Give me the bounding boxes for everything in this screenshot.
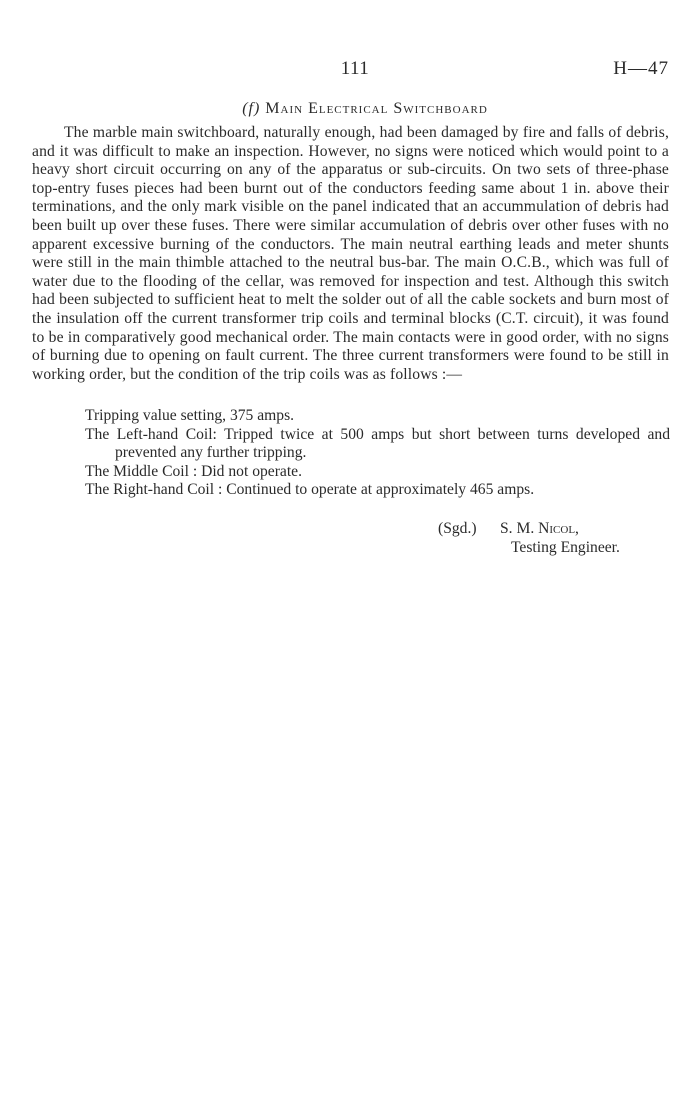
result-item: Tripping value setting, 375 amps. <box>85 407 295 424</box>
signed-mark: (Sgd.) <box>438 520 477 537</box>
trip-coil-results <box>85 407 670 500</box>
signature-line <box>438 520 620 539</box>
body-paragraph: The marble main switchboard, naturally enough, had been damaged by fire and falls of debris, and it was difficult to make an inspection. However, no signs were noticed which would point to a heavy short circuit occurring on any of the apparatus or sub-circuits. On two sets of three-phase top-entry fuses pieces had been burnt out of the conductors feeding same about 1 in. above their terminations, and the only mark visible on the panel indicated that an accummulation of debris had been built up over these fuses. There were similar accumulation of debris over other fuses with no apparent excessive burning of the conductors. The main neutral earthing leads and meter shunts were still in the main thimble attached to the neutral bus-bar. The main O.C.B., which was full of water due to the flooding of the cellar, was removed for inspection and test. Although this switch had been subjected to sufficient heat to melt the solder out of all the cable sockets and burn most of the insulation off the current transformer trip coils and terminal blocks (C.T. circuit), it was found to be in comparatively good mechanical order. The main contacts were in good order, with no signs of burning due to opening on fault current. The three current transformers were found to be still in working order, but the condition of the trip coils was as follows :— <box>32 124 669 383</box>
page-reference: H—47 <box>613 58 669 79</box>
result-item: The Middle Coil : Did not operate. <box>85 462 302 480</box>
signature-block <box>438 520 620 557</box>
signatory-name: S. M. Nicol, <box>500 520 579 537</box>
result-item: The Left-hand Coil: Tripped twice at 500 amps but short between turns developed and prevented any further tripping. <box>85 425 670 462</box>
result-item: The Right-hand Coil : Continued to operate at approximately 465 amps. <box>85 481 535 499</box>
section-title: Main Electrical Switchboard <box>265 100 488 117</box>
section-heading <box>60 100 670 118</box>
section-label: (f) <box>242 100 261 117</box>
signatory-title: Testing Engineer. <box>511 538 620 556</box>
page-number: 111 <box>340 58 370 79</box>
